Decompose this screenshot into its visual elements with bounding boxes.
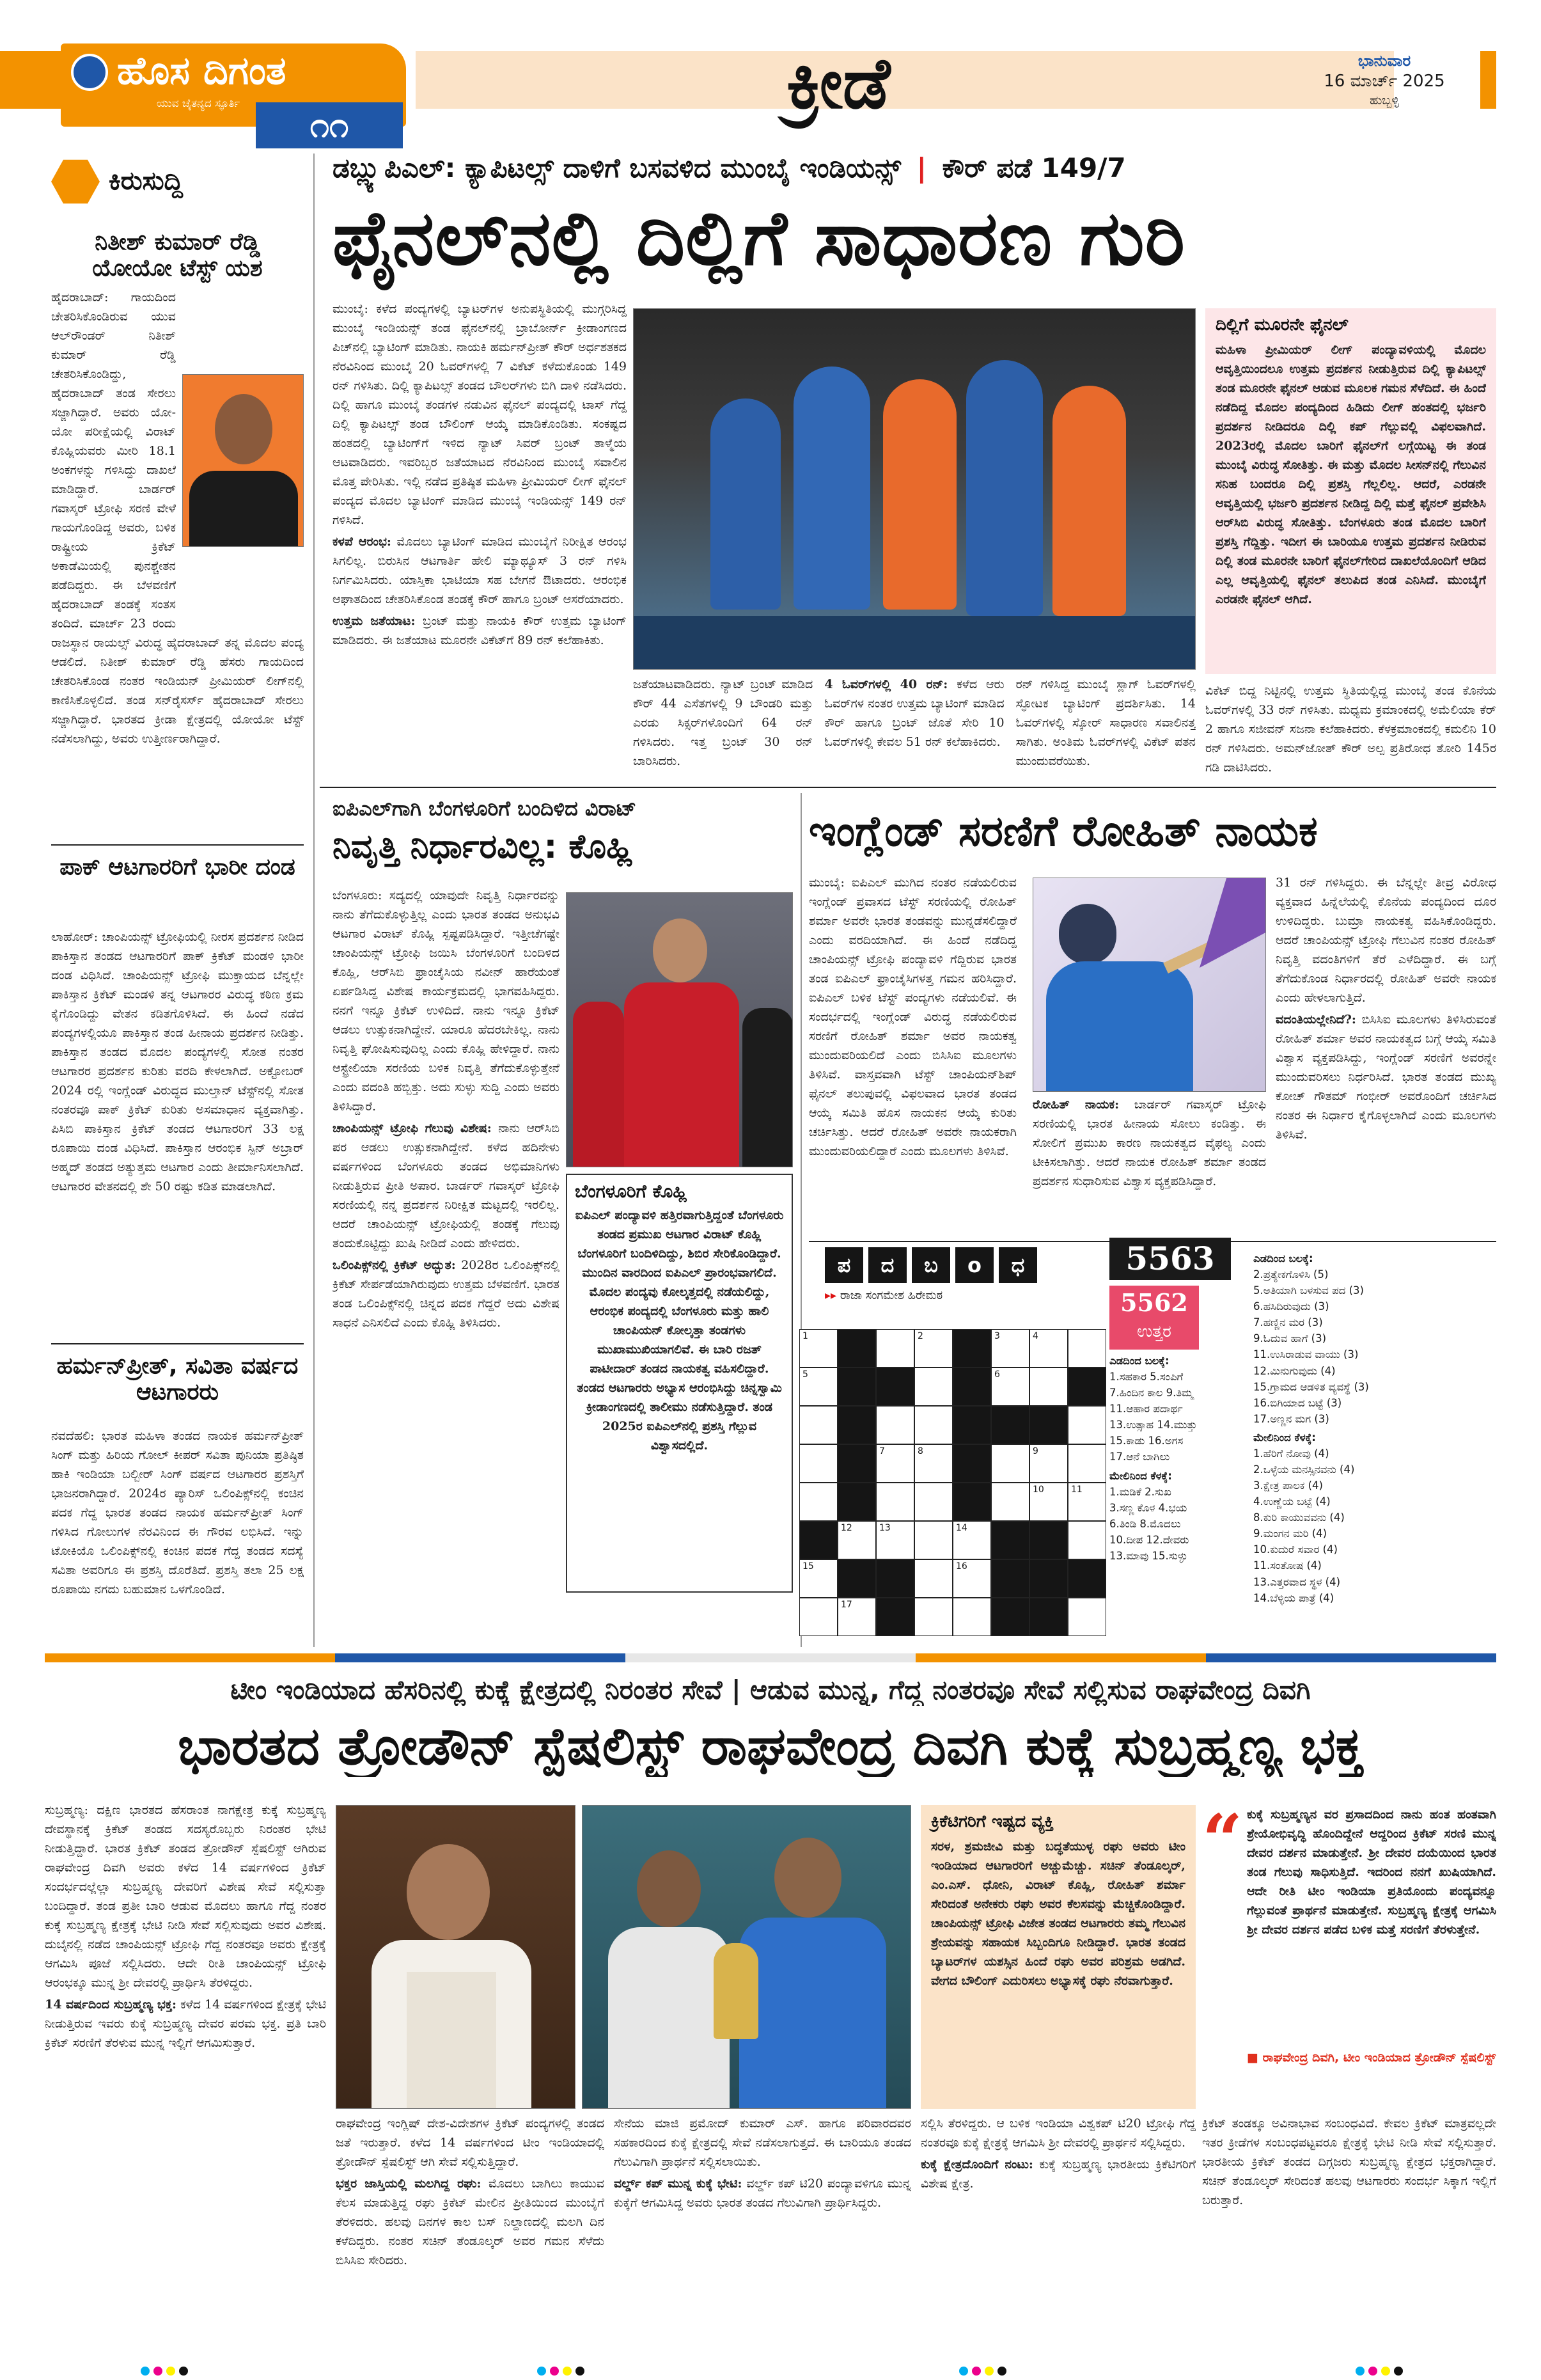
cell-number: 15 xyxy=(802,1561,814,1572)
crossword-block xyxy=(838,1483,876,1521)
crossword-block xyxy=(876,1367,914,1406)
crossword-cell[interactable] xyxy=(876,1329,914,1367)
kohli-bengaluru-box xyxy=(566,1174,793,1593)
divagi-body-col1: ಸುಬ್ರಹ್ಮಣ್ಯ: ದಕ್ಷಿಣ ಭಾರತದ ಹೆಸರಾಂತ ನಾಗಕ್ಷೇತ್ರ ಕುಕ್ಕೆ ಸುಬ್ರಹ್ಮಣ್ಯ ದೇವಸ್ಥಾನಕ್ಕೆ ಕ್ರಿಕೆಟ್ ತಂಡದ ಸದಸ್ಯರೊಬ್ಬರು ನಿರಂತರ ಭೇಟಿ ನೀಡುತ್ತಿದ್ದಾರೆ. ಭಾರತ ಕ್ರಿಕೆಟ್ ತಂಡದ ತ್ರೋಡೌನ್ ಸ್ಪೆಷಲಿಸ್ಟ್ ಆಗಿರುವ ರಾಘವೇಂದ್ರ ದಿವಗಿ ಅವರು ಕಳೆದ 14 ವರ್ಷಗಳಿಂದ ಕ್ರಿಕೆಟ್ ಸಂದರ್ಭದಲ್ಲೆಲ್ಲಾ ಸುಬ್ರಹ್ಮಣ್ಯ ದೇವರಿಗೆ ವಿಶೇಷ ಸೇವೆ ಸಲ್ಲಿಸುತ್ತಾ ಬಂದಿದ್ದಾರೆ. ತಂಡ ಪ್ರತೀ ಬಾರಿ ಆಡುವ ಮೊದಲು ಹಾಗೂ ಗೆದ್ದ ನಂತರ ಕುಕ್ಕೆ ಸುಬ್ರಹ್ಮಣ್ಯ ಕ್ಷೇತ್ರಕ್ಕೆ ಭೇಟಿ ನೀಡಿ ಸೇವೆ ಸಲ್ಲಿಸುವುದು ಅವರ ವಿಶೇಷ. ದುಬೈನಲ್ಲಿ ನಡೆದ ಚಾಂಪಿಯನ್ಸ್ ಟ್ರೋಫಿ ಗೆದ್ದ ನಂತರವೂ ಅವರು ಕ್ಷೇತ್ರಕ್ಕೆ ಆಗಮಿಸಿ ಪೂಜೆ ಸಲ್ಲಿಸಿದರು. ಆದೇ ರೀತಿ ಚಾಂಪಿಯನ್ಸ್ ಟ್ರೋಫಿ ಆರಂಭಕ್ಕೂ ಮುನ್ನ ಶ್ರೀ ದೇವರಲ್ಲಿ ಪ್ರಾರ್ಥಿಸಿ ತೆರಳಿದ್ದರು. 14 ವರ್ಷದಿಂದ ಸುಬ್ರಹ್ಮಣ್ಯ ಭಕ್ತ: ಕಳೆದ 14 ವರ್ಷಗಳಿಂದ ಕ್ಷೇತ್ರಕ್ಕೆ ಭೇಟಿ ನೀಡುತ್ತಿರುವ ಇವರು ಕುಕ್ಕೆ ಸುಬ್ರಹ್ಮಣ್ಯ ದೇವರ ಪರಮ ಭಕ್ತ. ಪ್ರತಿ ಬಾರಿ ಕ್ರಿಕೆಟ್ ಸರಣಿಗೆ ತೆರಳುವ ಮುನ್ನ ಇಲ್ಲಿಗೆ ಆಗಮಿಸುತ್ತಾರೆ. xyxy=(45,1803,326,2051)
cell-number: 11 xyxy=(1071,1485,1083,1495)
clue-item: 12.ಮಿನುಗುವುದು (4) xyxy=(1253,1364,1336,1377)
kohli-box-body: ಐಪಿಎಲ್ ಪಂದ್ಯಾವಳಿ ಹತ್ತಿರವಾಗುತ್ತಿದ್ದಂತೆ ಬೆಂಗಳೂರು ತಂಡದ ಪ್ರಮುಖ ಆಟಗಾರ ವಿರಾಟ್ ಕೊಹ್ಲಿ ಬೆಂಗಳೂರಿಗೆ ಬಂದಿಳಿದಿದ್ದು, ಶಿಬಿರ ಸೇರಿಕೊಂಡಿದ್ದಾರೆ. ಮುಂದಿನ ವಾರದಿಂದ ಐಪಿಎಲ್ ಪ್ರಾರಂಭವಾಗಲಿದೆ. ಮೊದಲ ಪಂದ್ಯವು ಕೋಲ್ಕತ್ತದಲ್ಲಿ ನಡೆಯಲಿದ್ದು, ಆರಂಭಿಕ ಪಂದ್ಯದಲ್ಲಿ ಬೆಂಗಳೂರು ಮತ್ತು ಹಾಲಿ ಚಾಂಪಿಯನ್ ಕೋಲ್ಕತ್ತಾ ತಂಡಗಳು ಮುಖಾಮುಖಿಯಾಗಲಿವೆ. ಈ ಬಾರಿ ರಜತ್ ಪಾಟೀದಾರ್ ತಂಡದ ನಾಯಕತ್ವ ವಹಿಸಲಿದ್ದಾರೆ. ತಂಡದ ಆಟಗಾರರು ಅಭ್ಯಾಸ ಆರಂಭಿಸಿದ್ದು ಚಿನ್ನಸ್ವಾಮಿ ಕ್ರೀಡಾಂಗಣದಲ್ಲಿ ತಾಲೀಮು ನಡೆಸುತ್ತಿದ್ದಾರೆ. ತಂಡ 2025ರ ಐಪಿಎಲ್‌ನಲ್ಲಿ ಪ್ರಶಸ್ತಿ ಗೆಲ್ಲುವ ವಿಶ್ವಾಸದಲ್ಲಿದೆ. xyxy=(575,1208,784,1453)
divagi-quote-text: ಕುಕ್ಕೆ ಸುಬ್ರಹ್ಮಣ್ಯನ ವರ ಪ್ರಸಾದದಿಂದ ನಾನು ಹಂತ ಹಂತವಾಗಿ ಶ್ರೇಯೋಭಿವೃದ್ಧಿ ಹೊಂದಿದ್ದೇನೆ ಆದ್ದರಿಂದ ಕ್ರಿಕೆಟ್ ಸರಣಿ ಮುನ್ನ ದೇವರ ದರ್ಶನ ಮಾಡುತ್ತೇನೆ. ಶ್ರೀ ದೇವರ ದಯೆಯಿಂದ ಭಾರತ ತಂಡ ಗೆಲುವು ಸಾಧಿಸುತ್ತಿದೆ. ಇದರಿಂದ ನನಗೆ ಖುಷಿಯಾಗಿದೆ. ಆದೇ ರೀತಿ ಟೀಂ ಇಂಡಿಯಾ ಪ್ರತಿಯೊಂದು ಪಂದ್ಯವನ್ನೂ ಗೆಲ್ಲುವಂತೆ ಪ್ರಾರ್ಥನೆ ಮಾಡುತ್ತೇನೆ. ಸುಬ್ರಹ್ಮಣ್ಯ ಕ್ಷೇತ್ರಕ್ಕೆ ಆಗಮಿಸಿ ಶ್ರೀ ದೇವರ ದರ್ಶನ ಪಡೆದ ಬಳಿಕ ಮತ್ತೆ ಸರಣಿಗೆ ತೆರಳುತ್ತೇನೆ. xyxy=(1247,1808,1496,1937)
cell-number: 3 xyxy=(994,1331,1000,1341)
crossword-cell[interactable] xyxy=(1068,1329,1106,1367)
bullet-icon: ■ xyxy=(1247,2051,1258,2065)
registration-marks xyxy=(959,2367,1010,2376)
divider xyxy=(51,1343,304,1344)
clue-item: 13.ಎತ್ತರವಾದ ಸ್ಥಳ (4) xyxy=(1253,1575,1341,1588)
clue-list xyxy=(1253,1446,1496,1606)
section-banner xyxy=(416,51,1394,109)
clue-item: 11.ಸಂತೋಷ (4) xyxy=(1253,1559,1322,1572)
crossword-block xyxy=(1068,1559,1106,1598)
clue-item: 17.ಅಣ್ಣನ ಮಗ (3) xyxy=(1253,1412,1329,1425)
clue-item: 6.ಹಸಿದಿರುವುದು (3) xyxy=(1253,1300,1329,1313)
puzzle-author: ▸▸ ರಾಜಾ ಸಂಗಮೇಶ ಹಿರೇಮಠ xyxy=(825,1289,943,1302)
masthead-right-bar xyxy=(1480,51,1496,109)
kiru-story-3-body: ನವದೆಹಲಿ: ಭಾರತ ಮಹಿಳಾ ತಂಡದ ನಾಯಕ ಹರ್ಮನ್‌ಪ್ರೀತ್ ಸಿಂಗ್ ಮತ್ತು ಹಿರಿಯ ಗೋಲ್ ಕೀಪರ್ ಸವಿತಾ ಪುನಿಯಾ ಪ್ರತಿಷ್ಠಿತ ಹಾಕಿ ಇಂಡಿಯಾ ಬಲ್ಬೀರ್ ಸಿಂಗ್ ವರ್ಷದ ಆಟಗಾರರ ಪ್ರಶಸ್ತಿಗೆ ಭಾಜನರಾಗಿದ್ದಾರೆ. 2024ರ ಪ್ಯಾರಿಸ್ ಒಲಿಂಪಿಕ್ಸ್‌ನಲ್ಲಿ ಕಂಚಿನ ಪದಕ ಗೆದ್ದ ಭಾರತ ತಂಡದ ನಾಯಕ ಹರ್ಮನ್‌ಪ್ರೀತ್ ಸಿಂಗ್ ಗಳಿಸಿದ ಗೋಲುಗಳ ನೆರವಿನಿಂದ ಈ ಗೌರವ ಲಭಿಸಿದೆ. ಇನ್ನು ಟೋಕಿಯೊ ಒಲಿಂಪಿಕ್ಸ್‌ನಲ್ಲಿ ಕಂಚಿನ ಪದಕ ಗೆದ್ದ ತಂಡದ ಸದಸ್ಯೆ ಸವಿತಾ ಅವರಿಗೂ ಈ ಪ್ರಶಸ್ತಿ ದೊರೆತಿದೆ. ಪ್ರಶಸ್ತಿ ತಲಾ 25 ಲಕ್ಷ ರೂಪಾಯಿ ನಗದು ಬಹುಮಾನ ಒಳಗೊಂಡಿದೆ. xyxy=(51,1429,304,1597)
crossword-cell[interactable] xyxy=(1029,1329,1068,1367)
clue-item: 14.ಬೆಳ್ಳಿಯ ಪಾತ್ರೆ (4) xyxy=(1253,1591,1334,1604)
crossword-block xyxy=(838,1444,876,1483)
clue-item: 8.ಕುರಿ ಕಾಯುವವನು (4) xyxy=(1253,1511,1345,1524)
rohit-headline: ಇಂಗ್ಲೆಂಡ್ ಸರಣಿಗೆ ರೋಹಿತ್ ನಾಯಕ xyxy=(809,807,1318,856)
clue-item: 10.ದೀಪ 12.ದೇವರು xyxy=(1109,1533,1189,1546)
kohli-box-title: ಬೆಂಗಳೂರಿಗೆ ಕೊಹ್ಲಿ xyxy=(575,1181,687,1202)
page-number-badge xyxy=(256,102,403,148)
cell-number: 10 xyxy=(1033,1485,1044,1495)
prev-across-title: ಎಡದಿಂದ ಬಲಕ್ಕೆ: xyxy=(1253,1252,1313,1265)
page-number: ೧೧ xyxy=(309,105,349,145)
cell-number: 5 xyxy=(802,1369,808,1380)
dilli-box-body: ಮಹಿಳಾ ಪ್ರೀಮಿಯರ್ ಲೀಗ್ ಪಂದ್ಯಾವಳಿಯಲ್ಲಿ ಮೊದಲ ಆವೃತ್ತಿಯಿಂದಲೂ ಉತ್ತಮ ಪ್ರದರ್ಶನ ನೀಡುತ್ತಿರುವ ದಿಲ್ಲಿ ಕ್ಯಾಪಿಟಲ್ಸ್ ತಂಡ ಮೂರನೇ ಫೈನಲ್ ಆಡುವ ಮೂಲಕ ಗಮನ ಸೆಳೆದಿದೆ. ಈ ಹಿಂದೆ ನಡೆದಿದ್ದ ಮೊದಲ ಪಂದ್ಯದಿಂದ ಹಿಡಿದು ಲೀಗ್ ಹಂತದಲ್ಲಿ ಭರ್ಜರಿ ಪ್ರದರ್ಶನ ನೀಡಿದರೂ ದಿಲ್ಲಿ ಕಪ್ ಗೆಲ್ಲುವಲ್ಲಿ ವಿಫಲವಾಗಿದೆ. 2023ರಲ್ಲಿ ಮೊದಲ ಬಾರಿಗೆ ಫೈನಲ್‌ಗೆ ಲಗ್ಗೆಯಿಟ್ಟ ಈ ತಂಡ ಮುಂಬೈ ವಿರುದ್ಧ ಸೋತಿತ್ತು. ಈ ಮತ್ತು ಮೊದಲ ಸೀಸನ್‌ನಲ್ಲಿ ಗೆಲುವಿನ ಸನಿಹ ಬಂದರೂ ದಿಲ್ಲಿ ಪ್ರಶಸ್ತಿ ಗೆಲ್ಲಲಿಲ್ಲ. ಆದರೆ, ಎರಡನೇ ಆವೃತ್ತಿಯಲ್ಲಿ ಭರ್ಜರಿ ಪ್ರದರ್ಶನ ನೀಡಿದ್ದ ದಿಲ್ಲಿ ಮತ್ತೆ ಫೈನಲ್ ಪ್ರವೇಶಿಸಿ ಆರ್‌ಸಿಬಿ ವಿರುದ್ಧ ಸೋತಿತ್ತು. ಬೆಂಗಳೂರು ತಂಡ ಮೊದಲ ಬಾರಿಗೆ ಪ್ರಶಸ್ತಿ ಗೆದ್ದಿತ್ತು. ಇದೀಗ ಈ ಬಾರಿಯೂ ಉತ್ತಮ ಪ್ರದರ್ಶನ ನೀಡಿರುವ ದಿಲ್ಲಿ ತಂಡ ಮೂರನೇ ಬಾರಿಗೆ ಫೈನಲ್‌ಗೇರಿದ ದಾಖಲೆಯೊಂದಿಗೆ ಆಡಿದ ಎಲ್ಲ ಆವೃತ್ತಿಯಲ್ಲಿ ಫೈನಲ್ ತಲುಪಿದ ತಂಡ ಎನಿಸಿದೆ. ಮುಂಬೈಗೆ ಎರಡನೇ ಫೈನಲ್ ಆಗಿದೆ. xyxy=(1216,342,1486,607)
down-title: ಮೇಲಿನಿಂದ ಕೆಳಕ್ಕೆ: xyxy=(1109,1469,1172,1482)
divagi-body-col5: ಕ್ರಿಕೆಟ್ ತಂಡಕ್ಕೂ ಅವಿನಾಭಾವ ಸಂಬಂಧವಿದೆ. ಕೇವಲ ಕ್ರಿಕೆಟ್ ಮಾತ್ರವಲ್ಲದೇ ಇತರ ಕ್ರೀಡೆಗಳ ಸಂಬಂಧಪಟ್ಟವರೂ ಕ್ಷೇತ್ರಕ್ಕೆ ಭೇಟಿ ನೀಡಿ ಸೇವೆ ಸಲ್ಲಿಸುತ್ತಾರೆ. ಭಾರತೀಯ ಕ್ರಿಕೆಟ್ ತಂಡದ ದಿಗ್ಗಜರು ಸುಬ್ರಹ್ಮಣ್ಯ ಕ್ಷೇತ್ರದ ಭಕ್ತರಾಗಿದ್ದಾರೆ. ಸಚಿನ್ ತೆಂಡೂಲ್ಕರ್ ಸೇರಿದಂತೆ ಹಲವು ಆಟಗಾರರು ಸಂದರ್ಭ ಸಿಕ್ಕಾಗ ಇಲ್ಲಿಗೆ ಬರುತ್ತಾರೆ. xyxy=(1202,2116,1496,2208)
kohli-body: ಬೆಂಗಳೂರು: ಸದ್ಯದಲ್ಲಿ ಯಾವುದೇ ನಿವೃತ್ತಿ ನಿರ್ಧಾರವನ್ನು ನಾನು ತೆಗೆದುಕೊಳ್ಳುತ್ತಿಲ್ಲ ಎಂದು ಭಾರತ ತಂಡದ ಅನುಭವಿ ಆಟಗಾರ ವಿರಾಟ್ ಕೊಹ್ಲಿ ಸ್ಪಷ್ಟಪಡಿಸಿದ್ದಾರೆ. ಇತ್ತೀಚೆಗಷ್ಟೇ ಚಾಂಪಿಯನ್ಸ್ ಟ್ರೋಫಿ ಜಯಿಸಿ ಬೆಂಗಳೂರಿಗೆ ಬಂದಿಳಿದ ಕೊಹ್ಲಿ, ಆರ್‌ಸಿಬಿ ಫ್ರಾಂಚೈಸಿಯ ನವೀನ್ ಹಾರೆಯಂತೆ ಏರ್ಪಡಿಸಿದ್ದ ವಿಶೇಷ ಕಾರ್ಯಕ್ರಮದಲ್ಲಿ ಭಾಗವಹಿಸಿದ್ದರು. ನನಗೆ ಇನ್ನೂ ಕ್ರಿಕೆಟ್ ಉಳಿದಿದೆ. ನಾನು ಇನ್ನೂ ಕ್ರಿಕೆಟ್ ಆಡಲು ಉತ್ಸುಕನಾಗಿದ್ದೇನೆ. ಯಾರೂ ಹೆದರಬೇಕಿಲ್ಲ. ನಾನು ನಿವೃತ್ತಿ ಘೋಷಿಸುವುದಿಲ್ಲ ಎಂದು ಕೊಹ್ಲಿ ಹೇಳಿದ್ದಾರೆ. ನಾನು ಆಸ್ಟ್ರೇಲಿಯಾ ಸರಣಿಯ ಬಳಿಕ ನಿವೃತ್ತಿ ತೆಗೆದುಕೊಳ್ಳುತ್ತೇನೆ ಎಂದು ವದಂತಿ ಹಬ್ಬಿತ್ತು. ಅದು ಸುಳ್ಳು ಸುದ್ದಿ ಎಂದು ಅವರು ತಿಳಿಸಿದ್ದಾರೆ. ಚಾಂಪಿಯನ್ಸ್ ಟ್ರೋಫಿ ಗೆಲುವು ವಿಶೇಷ: ನಾನು ಆರ್‌ಸಿಬಿ ಪರ ಆಡಲು ಉತ್ಸುಕನಾಗಿದ್ದೇನೆ. ಕಳೆದ ಹದಿನೇಳು ವರ್ಷಗಳಿಂದ ಬೆಂಗಳೂರು ತಂಡದ ಅಭಿಮಾನಿಗಳು ನೀಡುತ್ತಿರುವ ಪ್ರೀತಿ ಅಪಾರ. ಬಾರ್ಡರ್ ಗವಾಸ್ಕರ್ ಟ್ರೋಫಿ ಸರಣಿಯಲ್ಲಿ ನನ್ನ ಪ್ರದರ್ಶನ ನಿರೀಕ್ಷಿತ ಮಟ್ಟದಲ್ಲಿ ಇರಲಿಲ್ಲ. ಆದರೆ ಚಾಂಪಿಯನ್ಸ್ ಟ್ರೋಫಿಯಲ್ಲಿ ತಂಡಕ್ಕೆ ಗೆಲುವು ತಂದುಕೊಟ್ಟಿದ್ದು ಖುಷಿ ನೀಡಿದೆ ಎಂದು ಹೇಳಿದರು. ಒಲಿಂಪಿಕ್ಸ್‌ನಲ್ಲಿ ಕ್ರಿಕೆಟ್ ಅದ್ಭುತ: 2028ರ ಒಲಿಂಪಿಕ್ಸ್‌ನಲ್ಲಿ ಕ್ರಿಕೆಟ್ ಸೇರ್ಪಡೆಯಾಗಿರುವುದು ಉತ್ತಮ ಬೆಳವಣಿಗೆ. ಭಾರತ ತಂಡ ಒಲಿಂಪಿಕ್ಸ್‌ನಲ್ಲಿ ಚಿನ್ನದ ಪದಕ ಗೆದ್ದರೆ ಅದು ವಿಶೇಷ ಸಾಧನೆ ಎನಿಸಲಿದೆ ಎಂದು ಕೊಹ್ಲಿ ತಿಳಿಸಿದರು. xyxy=(332,888,559,1330)
cell-number: 13 xyxy=(879,1523,891,1533)
puzzle-title-char: ದ xyxy=(868,1247,907,1283)
clue-item: 7.ಹಿಂದಿನ ಕಾಲ 9.ತಿಮ್ಮ xyxy=(1109,1387,1194,1399)
crossword-cell[interactable] xyxy=(914,1483,953,1521)
crossword-block xyxy=(1029,1559,1068,1598)
kiru-badge-label: ಕಿರುಸುದ್ದಿ xyxy=(109,166,184,196)
crossword-cell[interactable] xyxy=(1029,1444,1068,1483)
kiru-story-1-title: ನಿತೀಶ್ ಕುಮಾರ್ ರೆಡ್ಡಿ ಯೋಯೋ ಟೆಸ್ಟ್ ಯಶ xyxy=(92,229,263,282)
kiru-story-3-title: ಹರ್ಮನ್‌ಪ್ರೀತ್, ಸವಿತಾ ವರ್ಷದ ಆಟಗಾರರು xyxy=(56,1353,299,1406)
clue-item: 13.ಮಾವು 15.ಸುಳ್ಳು xyxy=(1109,1549,1187,1562)
crossword-cell[interactable] xyxy=(991,1483,1029,1521)
clue-list xyxy=(1109,1484,1263,1564)
clue-list xyxy=(1253,1266,1496,1427)
crossword-cell[interactable] xyxy=(991,1329,1029,1367)
crossword-block xyxy=(953,1367,991,1406)
crossword-cell[interactable] xyxy=(799,1367,838,1406)
puzzle-title-char: ಬ xyxy=(912,1247,950,1283)
crossword-cell[interactable] xyxy=(1068,1444,1106,1483)
hand-icon xyxy=(51,157,100,206)
clue-item: 13.ಉತ್ಸಾಹ 14.ಮುತ್ತು xyxy=(1109,1419,1197,1431)
crossword-block xyxy=(838,1406,876,1444)
crossword-cell[interactable] xyxy=(1029,1483,1068,1521)
clue-item: 9.ಮಂಗನ ಮರಿ (4) xyxy=(1253,1527,1327,1540)
prev-answer-label: ಉತ್ತರ xyxy=(1137,1322,1171,1341)
rohit-body-col3: 31 ರನ್ ಗಳಿಸಿದ್ದರು. ಈ ಬೆನ್ನಲ್ಲೇ ತೀವ್ರ ವಿರೋಧ ವ್ಯಕ್ತವಾದ ಹಿನ್ನೆಲೆಯಲ್ಲಿ ಕೊನೆಯ ಪಂದ್ಯದಿಂದ ದೂರ ಉಳಿದಿದ್ದರು. ಬುಮ್ರಾ ನಾಯಕತ್ವ ವಹಿಸಿಕೊಂಡಿದ್ದರು. ಆದರೆ ಚಾಂಪಿಯನ್ಸ್ ಟ್ರೋಫಿ ಗೆಲುವಿನ ನಂತರ ರೋಹಿತ್ ನಿವೃತ್ತಿ ವದಂತಿಗಳಿಗೆ ತೆರೆ ಎಳೆದಿದ್ದಾರೆ. ಈ ಬಗ್ಗೆ ತೆಗೆದುಕೊಂಡ ನಿರ್ಧಾರದಲ್ಲಿ ರೋಹಿತ್ ಅವರೇ ನಾಯಕ ಎಂದು ಹೇಳಲಾಗುತ್ತಿದೆ. ವದಂತಿಯಲ್ಲೇನಿದೆ?: ಬಿಸಿಸಿಐ ಮೂಲಗಳು ತಿಳಿಸಿರುವಂತೆ ರೋಹಿತ್ ಶರ್ಮಾ ಅವರ ನಾಯಕತ್ವದ ಬಗ್ಗೆ ಆಯ್ಕೆ ಸಮಿತಿ ವಿಶ್ವಾಸ ವ್ಯಕ್ತಪಡಿಸಿದ್ದು, ಇಂಗ್ಲೆಂಡ್ ಸರಣಿಗೆ ಅವರನ್ನೇ ಮುಂದುವರಿಸಲು ನಿರ್ಧರಿಸಿದೆ. ಭಾರತ ತಂಡದ ಮುಖ್ಯ ಕೋಚ್ ಗೌತಮ್ ಗಂಭೀರ್ ಅವರೊಂದಿಗೆ ಚರ್ಚಿಸಿದ ನಂತರ ಈ ನಿರ್ಧಾರ ಕೈಗೊಳ್ಳಲಾಗಿದೆ ಎಂದು ಮೂಲಗಳು ತಿಳಿಸಿವೆ. xyxy=(1276,876,1496,1142)
clue-item: 2.ಒಳ್ಳೆಯ ಮನಸ್ಸಿನವನು (4) xyxy=(1253,1463,1355,1476)
crossword-cell[interactable] xyxy=(1068,1406,1106,1444)
kiru-story-1-body: ಹೈದರಾಬಾದ್: ಗಾಯದಿಂದ ಚೇತರಿಸಿಕೊಂಡಿರುವ ಯುವ ಆಲ್‌ರೌಂಡರ್ ನಿತೀಶ್ ಕುಮಾರ್ ರೆಡ್ಡಿ ಚೇತರಿಸಿಕೊಂಡಿದ್ದು, ಹೈದರಾಬಾದ್ ತಂಡ ಸೇರಲು ಸಜ್ಜಾಗಿದ್ದಾರೆ. ಅವರು ಯೋ-ಯೋ ಪರೀಕ್ಷೆಯಲ್ಲಿ ವಿರಾಟ್ ಕೊಹ್ಲಿಯವರು ಮೀರಿ 18.1 ಅಂಕಗಳನ್ನು ಗಳಿಸಿದ್ದು ದಾಖಲೆ ಮಾಡಿದ್ದಾರೆ. ಬಾರ್ಡರ್ ಗವಾಸ್ಕರ್ ಟ್ರೋಫಿ ಸರಣಿ ವೇಳೆ ಗಾಯಗೊಂಡಿದ್ದ ಅವರು, ಬಳಿಕ ರಾಷ್ಟ್ರೀಯ ಕ್ರಿಕೆಟ್ ಅಕಾಡೆಮಿಯಲ್ಲಿ ಪುನಶ್ಚೇತನ ಪಡೆದಿದ್ದರು. ಈ ಬೆಳವಣಿಗೆ ಹೈದರಾಬಾದ್ ತಂಡಕ್ಕೆ ಸಂತಸ ತಂದಿದೆ. ಮಾರ್ಚ್ 23 ರಂದು ರಾಜಸ್ಥಾನ ರಾಯಲ್ಸ್ ವಿರುದ್ಧ ಹೈದರಾಬಾದ್ ತನ್ನ ಮೊದಲ ಪಂದ್ಯ ಆಡಲಿದೆ. ನಿತೀಶ್ ಕುಮಾರ್ ರೆಡ್ಡಿ ಹೆಸರು ಗಾಯದಿಂದ ಚೇತರಿಸಿಕೊಂಡ ನಂತರ ಇಂಡಿಯನ್ ಪ್ರೀಮಿಯರ್ ಲೀಗ್‌ನಲ್ಲಿ ಕಾಣಿಸಿಕೊಳ್ಳಲಿದೆ. ತಂಡ ಸನ್‌ರೈಸರ್ಸ್ ಹೈದರಾಬಾದ್ ಸೇರಲು ಸಜ್ಜಾಗಿದ್ದಾರೆ. ಭಾರತದ ಕ್ರೀಡಾ ಕ್ಷೇತ್ರದಲ್ಲಿ ಯೋಯೋ ಟೆಸ್ಟ್ ನಡೆಸಲಾಗಿದ್ದು, ಅವರು ಉತ್ತೀರ್ಣರಾಗಿದ್ದಾರೆ. xyxy=(51,290,304,746)
crossword-cell[interactable] xyxy=(1068,1598,1106,1636)
crossword-cell[interactable] xyxy=(914,1559,953,1598)
clue-item: 6.ತಿಂಡಿ 8.ಮೊದಲು xyxy=(1109,1517,1181,1530)
clue-item: 4.ಉಣ್ಣೆಯ ಬಟ್ಟೆ (4) xyxy=(1253,1495,1331,1508)
paper-tagline: ಯುವ ಚೈತನ್ಯದ ಸ್ಫೂರ್ತಿ xyxy=(157,97,240,110)
divagi-box-body: ಸರಳ, ಶ್ರಮಜೀವಿ ಮತ್ತು ಬದ್ಧತೆಯುಳ್ಳ ರಘು ಅವರು ಟೀಂ ಇಂಡಿಯಾದ ಆಟಗಾರರಿಗೆ ಅಚ್ಚುಮೆಚ್ಚು. ಸಚಿನ್ ತೆಂಡೂಲ್ಕರ್, ಎಂ.ಎಸ್. ಧೋನಿ, ವಿರಾಟ್ ಕೊಹ್ಲಿ, ರೋಹಿತ್ ಶರ್ಮಾ ಸೇರಿದಂತೆ ಅನೇಕರು ರಘು ಅವರ ಕೆಲಸವನ್ನು ಮೆಚ್ಚಿಕೊಂಡಿದ್ದಾರೆ. ಚಾಂಪಿಯನ್ಸ್ ಟ್ರೋಫಿ ವಿಜೇತ ತಂಡದ ಆಟಗಾರರು ತಮ್ಮ ಗೆಲುವಿನ ಶ್ರೇಯವನ್ನು ಸಹಾಯಕ ಸಿಬ್ಬಂದಿಗೂ ನೀಡಿದ್ದಾರೆ. ಭಾರತ ತಂಡದ ಬ್ಯಾಟರ್‌ಗಳ ಯಶಸ್ಸಿನ ಹಿಂದೆ ರಘು ಅವರ ಪರಿಶ್ರಮ ಅಡಗಿದೆ. ವೇಗದ ಬೌಲಿಂಗ್ ಎದುರಿಸಲು ಅಭ್ಯಾಸಕ್ಕೆ ರಘು ನೆರವಾಗುತ್ತಾರೆ. xyxy=(931,1839,1185,1988)
kohli-headline: ನಿವೃತ್ತಿ ನಿರ್ಧಾರವಿಲ್ಲ: ಕೊಹ್ಲಿ xyxy=(332,828,633,866)
section-title: ಕ್ರೀಡೆ xyxy=(786,42,891,124)
kiru-column xyxy=(45,154,307,1605)
kiru-badge xyxy=(51,157,281,206)
crossword-block xyxy=(1068,1367,1106,1406)
puzzle-clues-current xyxy=(1109,1353,1263,1589)
crossword-block xyxy=(1029,1598,1068,1636)
divagi-headline: ಭಾರತದ ತ್ರೋಡೌನ್ ಸ್ಪೆಷಲಿಸ್ಟ್ ರಾಘವೇಂದ್ರ ದಿವಗಿ ಕುಕ್ಕೆ ಸುಬ್ರಹ್ಮಣ್ಯ ಭಕ್ತ xyxy=(178,1717,1363,1777)
divagi-rohit-trophy-photo xyxy=(582,1805,911,2109)
crossword-cell[interactable] xyxy=(876,1406,914,1444)
logo-emblem-icon xyxy=(71,54,108,91)
crossword-cell[interactable] xyxy=(799,1598,838,1636)
clue-item: 1.ಹೆರಿಗೆ ನೋವು (4) xyxy=(1253,1447,1329,1460)
crossword-block xyxy=(1029,1521,1068,1559)
dilli-box-title: ದಿಲ್ಲಿಗೆ ಮೂರನೇ ಫೈನಲ್ xyxy=(1216,315,1349,335)
cell-number: 6 xyxy=(994,1369,1000,1380)
divagi-box-title: ಕ್ರಿಕೆಟಿಗರಿಗೆ ಇಷ್ಟದ ವ್ಯಕ್ತಿ xyxy=(931,1812,1054,1831)
prev-puzzle-number: 5562 xyxy=(1120,1288,1188,1317)
crossword-block xyxy=(838,1367,876,1406)
cell-number: 17 xyxy=(841,1600,852,1610)
divagi-cricketers-box xyxy=(921,1805,1196,2109)
divider xyxy=(320,787,1496,788)
clue-item: 11.ಉಸಿರಾಡುವ ವಾಯು (3) xyxy=(1253,1348,1359,1361)
clue-item: 11.ಆಹಾರ ಪದಾರ್ಥ xyxy=(1109,1403,1183,1415)
rohit-photo xyxy=(1033,878,1266,1092)
divagi-quote-author: ■ ರಾಘವೇಂದ್ರ ದಿವಗಿ, ಟೀಂ ಇಂಡಿಯಾದ ತ್ರೋಡೌನ್ ಸ್ಪೆಷಲಿಸ್ಟ್ xyxy=(1247,2051,1496,2065)
clue-item: 2.ಪ್ರತ್ಯೇಕಗೊಳಿಸಿ (5) xyxy=(1253,1268,1329,1281)
puzzle-title-char: ಪ xyxy=(825,1247,863,1283)
crossword-cell[interactable] xyxy=(838,1598,876,1636)
clue-item: 1.ಮಡಿಕೆ 2.ಸುಖ xyxy=(1109,1485,1171,1498)
clue-item: 1.ಸಹಕಾರ 5.ಸಂಪಿಗೆ xyxy=(1109,1371,1184,1383)
cell-number: 12 xyxy=(841,1523,852,1533)
registration-marks xyxy=(537,2367,588,2376)
cell-number: 16 xyxy=(956,1561,967,1572)
crossword-block xyxy=(838,1329,876,1367)
crossword-block xyxy=(953,1406,991,1444)
column-rule xyxy=(313,154,315,1647)
dilli-third-final-box xyxy=(1205,308,1496,674)
dilli-after-text: ವಿಕೆಟ್ ಬಿದ್ದ ನಿಟ್ಟಿನಲ್ಲಿ ಉತ್ತಮ ಸ್ಥಿತಿಯಲ್ಲಿದ್ದ ಮುಂಬೈ ತಂಡ ಕೊನೆಯ ಓವರ್‌ಗಳಲ್ಲಿ 33 ರನ್ ಗಳಿಸಿತು. ಮಧ್ಯಮ ಕ್ರಮಾಂಕದಲ್ಲಿ ಅಮೆಲಿಯಾ ಕೆರ್ 2 ಹಾಗೂ ಸಜೀವನ್ ಸಜನಾ ಕಲೆಹಾಕಿದರು. ಕೆಳಕ್ರಮಾಂಕದಲ್ಲಿ ಕಮಲಿನಿ 10 ರನ್ ಗಳಿಸಿದರು. ಅಮನ್‌ಜೋತ್ ಕೌರ್ ಅಲ್ಪ ಪ್ರತಿರೋಧ ತೋರಿ 145ರ ಗಡಿ ದಾಟಿಸಿದರು. xyxy=(1205,684,1496,775)
crossword-cell[interactable] xyxy=(1068,1483,1106,1521)
cell-number: 14 xyxy=(956,1523,967,1533)
crossword-cell[interactable] xyxy=(799,1329,838,1367)
dateline-day: ಭಾನುವಾರ xyxy=(1357,52,1411,70)
crossword-cell[interactable] xyxy=(991,1367,1029,1406)
crossword-cell[interactable] xyxy=(991,1444,1029,1483)
puzzle-title-char: ಧ xyxy=(999,1247,1037,1283)
quote-icon: “ xyxy=(1202,1799,1243,1881)
crossword-cell[interactable] xyxy=(799,1444,838,1483)
crossword-block xyxy=(876,1559,914,1598)
divagi-body-col4: ಸಲ್ಲಿಸಿ ತೆರಳಿದ್ದರು. ಆ ಬಳಿಕ ಇಂಡಿಯಾ ವಿಶ್ವಕಪ್ ಟಿ20 ಟ್ರೋಫಿ ಗೆದ್ದ ನಂತರವೂ ಕುಕ್ಕೆ ಕ್ಷೇತ್ರಕ್ಕೆ ಆಗಮಿಸಿ ಶ್ರೀ ದೇವರಲ್ಲಿ ಪ್ರಾರ್ಥನೆ ಸಲ್ಲಿಸಿದ್ದರು. ಕುಕ್ಕೆ ಕ್ಷೇತ್ರದೊಂದಿಗೆ ನಂಟು: ಕುಕ್ಕೆ ಸುಬ್ರಹ್ಮಣ್ಯ ಭಾರತೀಯ ಕ್ರಿಕೆಟಿಗರಿಗೆ ವಿಶೇಷ ಕ್ಷೇತ್ರ. xyxy=(921,2116,1196,2191)
crossword-cell[interactable] xyxy=(799,1406,838,1444)
crossword-cell[interactable] xyxy=(914,1521,953,1559)
crossword-block xyxy=(991,1406,1029,1444)
clue-item: 7.ಹಣ್ಣಿನ ಮರ (3) xyxy=(1253,1316,1323,1329)
clue-item: 5.ಅತಿಯಾಗಿ ಬಳಸುವ ಪದ (3) xyxy=(1253,1284,1364,1297)
cell-number: 9 xyxy=(1033,1446,1038,1456)
clue-item: 16.ಬಿಗಿಯಾದ ಬಟ್ಟೆ (3) xyxy=(1253,1396,1342,1409)
crossword-cell[interactable] xyxy=(914,1329,953,1367)
registration-marks xyxy=(141,2367,192,2376)
lead-body-col1: ಮುಂಬೈ: ಕಳೆದ ಪಂದ್ಯಗಳಲ್ಲಿ ಬ್ಯಾಟರ್‌ಗಳ ಅನುಪಸ್ಥಿತಿಯಲ್ಲಿ ಮುಗ್ಗರಿಸಿದ್ದ ಮುಂಬೈ ಇಂಡಿಯನ್ಸ್ ತಂಡ ಫೈನಲ್‌ನಲ್ಲಿ ಬ್ರಾಬೋರ್ನ್ ಕ್ರೀಡಾಂಗಣದ ಪಿಚ್‌ನಲ್ಲಿ ಬ್ಯಾಟಿಂಗ್ ಮಾಡಿತು. ನಾಯಕಿ ಹರ್ಮನ್‌ಪ್ರೀತ್ ಕೌರ್ ಅರ್ಧಶತಕದ ನೆರವಿನಿಂದ ಮುಂಬೈ 20 ಓವರ್‌ಗಳಲ್ಲಿ 7 ವಿಕೆಟ್ ಕಳೆದುಕೊಂಡು 149 ರನ್ ಗಳಿಸಿತು. ದಿಲ್ಲಿ ಕ್ಯಾಪಿಟಲ್ಸ್ ತಂಡದ ಬೌಲರ್‌ಗಳು ಬಿಗಿ ದಾಳಿ ನಡೆಸಿದರು. ದಿಲ್ಲಿ ಹಾಗೂ ಮುಂಬೈ ತಂಡಗಳ ನಡುವಿನ ಫೈನಲ್ ಪಂದ್ಯದಲ್ಲಿ ಟಾಸ್ ಗೆದ್ದ ದಿಲ್ಲಿ ಕ್ಯಾಪಿಟಲ್ಸ್ ತಂಡ ಬೌಲಿಂಗ್ ಆಯ್ಕೆ ಮಾಡಿಕೊಂಡಿತು. ಸಂಕಷ್ಟದ ಹಂತದಲ್ಲಿ ಬ್ಯಾಟಿಂಗ್‌ಗೆ ಇಳಿದ ನ್ಯಾಟ್ ಸಿವರ್ ಬ್ರಂಟ್ ತಾಳ್ಮೆಯ ಆಟವಾಡಿದರು. ಇವರಿಬ್ಬರ ಜತೆಯಾಟದ ನೆರವಿನಿಂದ ಮುಂಬೈ ಸವಾಲಿನ ಮೊತ್ತ ಪೇರಿಸಿತು. ಇಲ್ಲಿ ನಡೆದ ಪ್ರತಿಷ್ಠಿತ ಮಹಿಳಾ ಪ್ರೀಮಿಯರ್ ಲೀಗ್ ಫೈನಲ್ ಪಂದ್ಯದ ಮೊದಲ ಬ್ಯಾಟಿಂಗ್ ಮಾಡಿದ ಮುಂಬೈ ಇಂಡಿಯನ್ಸ್ 149 ರನ್ ಗಳಿಸಿದೆ. ಕಳಪೆ ಆರಂಭ: ಮೊದಲು ಬ್ಯಾಟಿಂಗ್ ಮಾಡಿದ ಮುಂಬೈಗೆ ನಿರೀಕ್ಷಿತ ಆರಂಭ ಸಿಗಲಿಲ್ಲ. ಬಿರುಸಿನ ಆಟಗಾರ್ತಿ ಹೇಲಿ ಮ್ಯಾಥ್ಯೂಸ್ 3 ರನ್ ಗಳಿಸಿ ನಿರ್ಗಮಿಸಿದರು. ಯಾಸ್ತಿಕಾ ಭಾಟಿಯಾ ಸಹ ಬೇಗನೆ ಔಟಾದರು. ಆರಂಭಿಕ ಆಘಾತದಿಂದ ಚೇತರಿಸಿಕೊಂಡ ತಂಡಕ್ಕೆ ಕೌರ್ ಹಾಗೂ ಬ್ರಂಟ್ ಆಸರೆಯಾದರು. ಉತ್ತಮ ಜತೆಯಾಟ: ಬ್ರಂಟ್ ಮತ್ತು ನಾಯಕಿ ಕೌರ್ ಉತ್ತಮ ಬ್ಯಾಟಿಂಗ್ ಮಾಡಿದರು. ಈ ಜತೆಯಾಟ ಮೂರನೇ ವಿಕೆಟ್‌ಗೆ 89 ರನ್ ಕಲೆಹಾಕಿತು. xyxy=(332,302,627,648)
clue-item: 3.ಕ್ಷೇತ್ರ ಪಾಲಕ (4) xyxy=(1253,1479,1323,1492)
crossword-cell[interactable] xyxy=(953,1521,991,1559)
dateline-city: ಹುಬ್ಬಳ್ಳಿ xyxy=(1370,93,1399,107)
lead-body-bottom: ಜತೆಯಾಟವಾಡಿದರು. ನ್ಯಾಟ್ ಬ್ರಂಟ್ ಮಾಡಿದ ಕೌರ್ 44 ಎಸೆತಗಳಲ್ಲಿ 9 ಬೌಂಡರಿ ಮತ್ತು ಎರಡು ಸಿಕ್ಸರ್‌ಗಳೊಂದಿಗೆ 64 ರನ್ ಗಳಿಸಿದರು. ಇತ್ತ ಬ್ರಂಟ್ 30 ರನ್ ಬಾರಿಸಿದರು. 4 ಓವರ್‌ಗಳಲ್ಲಿ 40 ರನ್: ಕಳೆದ ಆರು ಓವರ್‌ಗಳ ನಂತರ ಉತ್ತಮ ಬ್ಯಾಟಿಂಗ್ ಮಾಡಿದ ಕೌರ್ ಹಾಗೂ ಬ್ರಂಟ್ ಜೊತೆ ಸೇರಿ 10 ಓವರ್‌ಗಳಲ್ಲಿ ಕೇವಲ 51 ರನ್ ಕಲೆಹಾಕಿದರು. ರನ್ ಗಳಿಸಿದ್ದ ಮುಂಬೈ ಸ್ಲಾಗ್ ಓವರ್‌ಗಳಲ್ಲಿ ಸ್ಫೋಟಕ ಬ್ಯಾಟಿಂಗ್ ಪ್ರದರ್ಶಿಸಿತು. 14 ಓವರ್‌ಗಳಲ್ಲಿ ಸ್ಕೋರ್ ಸಾಧಾರಣ ಸವಾಲಿನತ್ತ ಸಾಗಿತು. ಅಂತಿಮ ಓವರ್‌ಗಳಲ್ಲಿ ವಿಕೆಟ್ ಪತನ ಮುಂದುವರೆಯಿತು. xyxy=(633,677,1196,769)
puzzle-clues-previous xyxy=(1253,1250,1496,1634)
mumbai-team-photo xyxy=(633,308,1196,670)
kohli-kicker: ಐಪಿಎಲ್‌ಗಾಗಿ ಬೆಂಗಳೂರಿಗೆ ಬಂದಿಳಿದ ವಿರಾಟ್ xyxy=(332,796,637,821)
paper-name: ಹೊಸ ದಿಗಂತ xyxy=(117,49,286,93)
dateline xyxy=(1298,51,1471,109)
rohit-photo-caption: ರೋಹಿತ್ ನಾಯಕ: ಬಾರ್ಡರ್ ಗವಾಸ್ಕರ್ ಟ್ರೋಫಿ ಸರಣಿಯಲ್ಲಿ ಭಾರತ ಹೀನಾಯ ಸೋಲು ಕಂಡಿತ್ತು. ಈ ಸೋಲಿಗೆ ಪ್ರಮುಖ ಕಾರಣ ನಾಯಕತ್ವದ ವೈಫಲ್ಯ ಎಂದು ಟೀಕಿಸಲಾಗಿತ್ತು. ಆದರೆ ನಾಯಕ ರೋಹಿತ್ ಶರ್ಮಾ ತಂಡದ ಪ್ರದರ್ಶನ ಸುಧಾರಿಸುವ ವಿಶ್ವಾಸ ವ್ಯಕ್ತಪಡಿಸಿದ್ದಾರೆ. xyxy=(1033,1098,1266,1189)
crossword-cell[interactable] xyxy=(953,1598,991,1636)
divagi-quote-box xyxy=(1202,1799,1496,2074)
puzzle-title-char: o xyxy=(955,1247,994,1283)
prev-down-title: ಮೇಲಿನಿಂದ ಕೆಳಕ್ಕೆ: xyxy=(1253,1431,1316,1444)
dateline-date: 16 ಮಾರ್ಚ್ 2025 xyxy=(1324,72,1445,91)
crossword-cell[interactable] xyxy=(914,1367,953,1406)
prev-answer-badge xyxy=(1109,1286,1199,1350)
crossword-block xyxy=(953,1483,991,1521)
registration-marks xyxy=(1356,2367,1407,2376)
clue-item: 10.ಕುದುರೆ ಸವಾರ (4) xyxy=(1253,1543,1338,1556)
lead-headline: ಫೈನಲ್‌ನಲ್ಲಿ ದಿಲ್ಲಿಗೆ ಸಾಧಾರಣ ಗುರಿ xyxy=(332,194,1185,282)
crossword-grid[interactable] xyxy=(799,1329,1106,1636)
clue-item: 9.ಓದುವ ಹಾಗೆ (3) xyxy=(1253,1332,1327,1345)
crossword-cell[interactable] xyxy=(876,1444,914,1483)
crossword-cell[interactable] xyxy=(914,1598,953,1636)
clue-item: 17.ಆನೆ ಬಾಗಿಲು xyxy=(1109,1451,1170,1463)
crossword-cell[interactable] xyxy=(914,1444,953,1483)
crossword-cell[interactable] xyxy=(838,1521,876,1559)
rohit-body: ಮುಂಬೈ: ಐಪಿಎಲ್ ಮುಗಿದ ನಂತರ ನಡೆಯಲಿರುವ ಇಂಗ್ಲೆಂಡ್ ಪ್ರವಾಸದ ಟೆಸ್ಟ್ ಸರಣಿಯಲ್ಲಿ ರೋಹಿತ್ ಶರ್ಮಾ ಅವರೇ ಭಾರತ ತಂಡವನ್ನು ಮುನ್ನಡೆಸಲಿದ್ದಾರೆ ಎಂದು ವರದಿಯಾಗಿದೆ. ಈ ಹಿಂದೆ ನಡೆದಿದ್ದ ಚಾಂಪಿಯನ್ಸ್ ಟ್ರೋಫಿ ಪಂದ್ಯಾವಳಿ ಗೆದ್ದಿರುವ ಭಾರತ ತಂಡ ಐಪಿಎಲ್ ಫ್ರಾಂಚೈಸಿಗಳತ್ತ ಗಮನ ಹರಿಸಿದ್ದಾರೆ. ಐಪಿಎಲ್ ಬಳಿಕ ಟೆಸ್ಟ್ ಪಂದ್ಯಗಳು ನಡೆಯಲಿವೆ. ಈ ಸಂದರ್ಭದಲ್ಲಿ ಇಂಗ್ಲೆಂಡ್ ವಿರುದ್ಧ ನಡೆಯಲಿರುವ ಸರಣಿಗೆ ರೋಹಿತ್ ಶರ್ಮಾ ಅವರ ನಾಯಕತ್ವ ಮುಂದುವರಿಯಲಿದೆ ಎಂದು ಬಿಸಿಸಿಐ ಮೂಲಗಳು ತಿಳಿಸಿವೆ. ವಾಸ್ತವವಾಗಿ ಟೆಸ್ಟ್ ಚಾಂಪಿಯನ್‌ಶಿಪ್ ಫೈನಲ್ ತಲುಪುವಲ್ಲಿ ವಿಫಲವಾದ ಭಾರತ ತಂಡದ ಆಯ್ಕೆ ಸಮಿತಿ ಹೊಸ ನಾಯಕನ ಆಯ್ಕೆ ಕುರಿತು ಚರ್ಚಿಸಿತ್ತು. ಆದರೆ ರೋಹಿತ್ ಅವರೇ ನಾಯಕರಾಗಿ ಮುಂದುವರಿಯಲಿದ್ದಾರೆ ಎಂದು ಮೂಲಗಳು ತಿಳಿಸಿವೆ. xyxy=(809,876,1017,1159)
kiru-story-2-body: ಲಾಹೋರ್: ಚಾಂಪಿಯನ್ಸ್ ಟ್ರೋಫಿಯಲ್ಲಿ ನೀರಸ ಪ್ರದರ್ಶನ ನೀಡಿದ ಪಾಕಿಸ್ತಾನ ತಂಡದ ಆಟಗಾರರಿಗೆ ಪಾಕ್ ಕ್ರಿಕೆಟ್ ಮಂಡಳಿ ಭಾರೀ ದಂಡ ವಿಧಿಸಿದೆ. ಚಾಂಪಿಯನ್ಸ್ ಟ್ರೋಫಿ ಮುಕ್ತಾಯದ ಬೆನ್ನಲ್ಲೇ ಪಾಕಿಸ್ತಾನ ಕ್ರಿಕೆಟ್ ಮಂಡಳಿ ತನ್ನ ಆಟಗಾರರ ವಿರುದ್ಧ ಕಠಿಣ ಕ್ರಮ ಕೈಗೊಂಡಿದ್ದು ವೇತನ ಕಡಿತಗೊಳಿಸಿದೆ. ಈ ಹಿಂದೆ ನಡೆದ ಪಂದ್ಯಗಳಲ್ಲಿಯೂ ಪಾಕಿಸ್ತಾನ ತಂಡ ಹೀನಾಯ ಪ್ರದರ್ಶನ ನೀಡಿತ್ತು. ಪಾಕಿಸ್ತಾನ ತಂಡದ ಮೊದಲ ಪಂದ್ಯಗಳಲ್ಲಿ ಸೋತ ನಂತರ ಆಟಗಾರರ ಪ್ರದರ್ಶನ ಕುರಿತು ವರದಿ ಕೇಳಲಾಗಿದೆ. ಅಕ್ಟೋಬರ್ 2024 ರಲ್ಲಿ ಇಂಗ್ಲೆಂಡ್ ವಿರುದ್ಧದ ಮುಲ್ತಾನ್ ಟೆಸ್ಟ್‌ನಲ್ಲಿ ಸೋತ ನಂತರವೂ ಪಾಕ್ ಕ್ರಿಕೆಟ್ ಕುರಿತು ಅಸಮಾಧಾನ ವ್ಯಕ್ತವಾಗಿತ್ತು. ಪಿಸಿಬಿ ಪಾಕಿಸ್ತಾನ ಕ್ರಿಕೆಟ್ ತಂಡದ ಆಟಗಾರರಿಗೆ 33 ಲಕ್ಷ ರೂಪಾಯಿ ದಂಡ ವಿಧಿಸಿದೆ. ಪಾಕಿಸ್ತಾನ ಆರಂಭಿಕ ಸ್ಪಿನ್ ಅಬ್ರಾರ್ ಅಹ್ಮದ್ ತಂಡದ ಅತ್ಯುತ್ತಮ ಆಟಗಾರ ಎಂದು ತೀರ್ಮಾನಿಸಲಾಗಿದೆ. ಆಟಗಾರರ ವೇತನದಲ್ಲಿ ಶೇ 50 ರಷ್ಟು ಕಡಿತ ಮಾಡಲಾಗಿದೆ. xyxy=(51,930,304,1194)
divagi-temple-photo xyxy=(336,1805,575,2109)
crossword-block xyxy=(953,1444,991,1483)
masthead xyxy=(0,0,1541,148)
cell-number: 1 xyxy=(802,1331,808,1341)
crossword-block xyxy=(876,1598,914,1636)
divagi-body-col2: ರಾಘವೇಂದ್ರ ಇಂಗ್ಲಿಷ್ ದೇಶ-ವಿದೇಶಗಳ ಕ್ರಿಕೆಟ್ ಪಂದ್ಯಗಳಲ್ಲಿ ತಂಡದ ಜತೆ ಇರುತ್ತಾರೆ. ಕಳೆದ 14 ವರ್ಷಗಳಿಂದ ಟೀಂ ಇಂಡಿಯಾದಲ್ಲಿ ತ್ರೋಡೌನ್ ಸ್ಪೆಷಲಿಸ್ಟ್ ಆಗಿ ಸೇವೆ ಸಲ್ಲಿಸುತ್ತಿದ್ದಾರೆ. ಭಕ್ತರ ಜಾಸ್ತಿಯಲ್ಲಿ ಮಲಗಿದ್ದ ರಘು: ಮೊದಲು ಬಾಗಿಲು ಕಾಯುವ ಕೆಲಸ ಮಾಡುತ್ತಿದ್ದ ರಘು ಕ್ರಿಕೆಟ್ ಮೇಲಿನ ಪ್ರೀತಿಯಿಂದ ಮುಂಬೈಗೆ ತೆರಳಿದರು. ಹಲವು ದಿನಗಳ ಕಾಲ ಬಸ್ ನಿಲ್ದಾಣದಲ್ಲಿ ಮಲಗಿ ದಿನ ಕಳೆದಿದ್ದರು. ನಂತರ ಸಚಿನ್ ತೆಂಡೂಲ್ಕರ್ ಅವರ ಗಮನ ಸೆಳೆದು ಬಿಸಿಸಿಐ ಸೇರಿದರು. xyxy=(336,2116,604,2268)
arrow-icon: ▸▸ xyxy=(825,1289,837,1302)
crossword-block xyxy=(838,1559,876,1598)
crossword-cell[interactable] xyxy=(799,1559,838,1598)
kohli-photo xyxy=(566,892,793,1167)
cell-number: 8 xyxy=(918,1446,923,1456)
lead-kicker: ಡಬ್ಲ್ಯುಪಿಎಲ್: ಕ್ಯಾಪಿಟಲ್ಸ್ ದಾಳಿಗೆ ಬಸವಳಿದ ಮುಂಬೈ ಇಂಡಿಯನ್ಸ್ | ಕೌರ್ ಪಡೆ 149/7 xyxy=(332,152,1126,184)
crossword-block xyxy=(1029,1406,1068,1444)
clue-item: 15.ಗ್ರಾಮದ ಆಡಳಿತ ವ್ಯವಸ್ಥೆ (3) xyxy=(1253,1380,1369,1393)
divagi-body-col3: ಸೇನೆಯ ಮಾಜಿ ಪ್ರಮೋದ್ ಕುಮಾರ್ ಎಸ್. ಹಾಗೂ ಪರಿವಾರದವರ ಸಹಕಾರದಿಂದ ಕುಕ್ಕೆ ಕ್ಷೇತ್ರದಲ್ಲಿ ಸೇವೆ ನಡೆಸಲಾಗುತ್ತದೆ. ಈ ಬಾರಿಯೂ ತಂಡದ ಗೆಲುವಿಗಾಗಿ ಪ್ರಾರ್ಥನೆ ಸಲ್ಲಿಸಲಾಯಿತು. ವರ್ಲ್ಡ್ ಕಪ್ ಮುನ್ನ ಕುಕ್ಕೆ ಭೇಟಿ: ವರ್ಲ್ಡ್ ಕಪ್ ಟಿ20 ಪಂದ್ಯಾವಳಿಗೂ ಮುನ್ನ ಕುಕ್ಕೆಗೆ ಆಗಮಿಸಿದ್ದ ಅವರು ಭಾರತ ತಂಡದ ಗೆಲುವಿಗಾಗಿ ಪ್ರಾರ್ಥಿಸಿದ್ದರು. xyxy=(614,2116,911,2211)
crossword-block xyxy=(991,1598,1029,1636)
cell-number: 4 xyxy=(1033,1331,1038,1341)
cell-number: 7 xyxy=(879,1446,885,1456)
crossword-cell[interactable] xyxy=(1068,1521,1106,1559)
clue-item: 3.ಸಣ್ಣ ಕೊಳ 4.ಭಯ xyxy=(1109,1501,1187,1514)
padabandha-title xyxy=(825,1247,1071,1283)
masthead-left-bar xyxy=(0,51,61,109)
crossword-cell[interactable] xyxy=(876,1483,914,1521)
cell-number: 2 xyxy=(918,1331,923,1341)
divagi-kicker: ಟೀಂ ಇಂಡಿಯಾದ ಹೆಸರಿನಲ್ಲಿ ಕುಕ್ಕೆ ಕ್ಷೇತ್ರದಲ್ಲಿ ನಿರಂತರ ಸೇವೆ | ಆಡುವ ಮುನ್ನ, ಗೆದ್ದ ನಂತರವೂ ಸೇವೆ ಸಲ್ಲಿಸುವ ರಾಘವೇಂದ್ರ ದಿವಗಿ xyxy=(230,1675,1311,1705)
puzzle-number: 5563 xyxy=(1109,1238,1231,1280)
clue-list xyxy=(1109,1369,1263,1465)
across-title: ಎಡದಿಂದ ಬಲಕ್ಕೆ: xyxy=(1109,1355,1169,1367)
crossword-block xyxy=(799,1521,838,1559)
crossword-block xyxy=(953,1329,991,1367)
clue-item: 15.ಕಾಡು 16.ಅಗಸ xyxy=(1109,1435,1184,1447)
crossword-cell[interactable] xyxy=(953,1559,991,1598)
crossword-cell[interactable] xyxy=(914,1406,953,1444)
crossword-cell[interactable] xyxy=(1029,1367,1068,1406)
section-stripe xyxy=(45,1653,1496,1662)
crossword-block xyxy=(991,1559,1029,1598)
crossword-block xyxy=(991,1521,1029,1559)
divider xyxy=(51,844,304,846)
kiru-story-2-title: ಪಾಕ್ ಆಟಗಾರರಿಗೆ ಭಾರೀ ದಂಡ xyxy=(59,854,295,880)
crossword-cell[interactable] xyxy=(876,1521,914,1559)
crossword-cell[interactable] xyxy=(799,1483,838,1521)
